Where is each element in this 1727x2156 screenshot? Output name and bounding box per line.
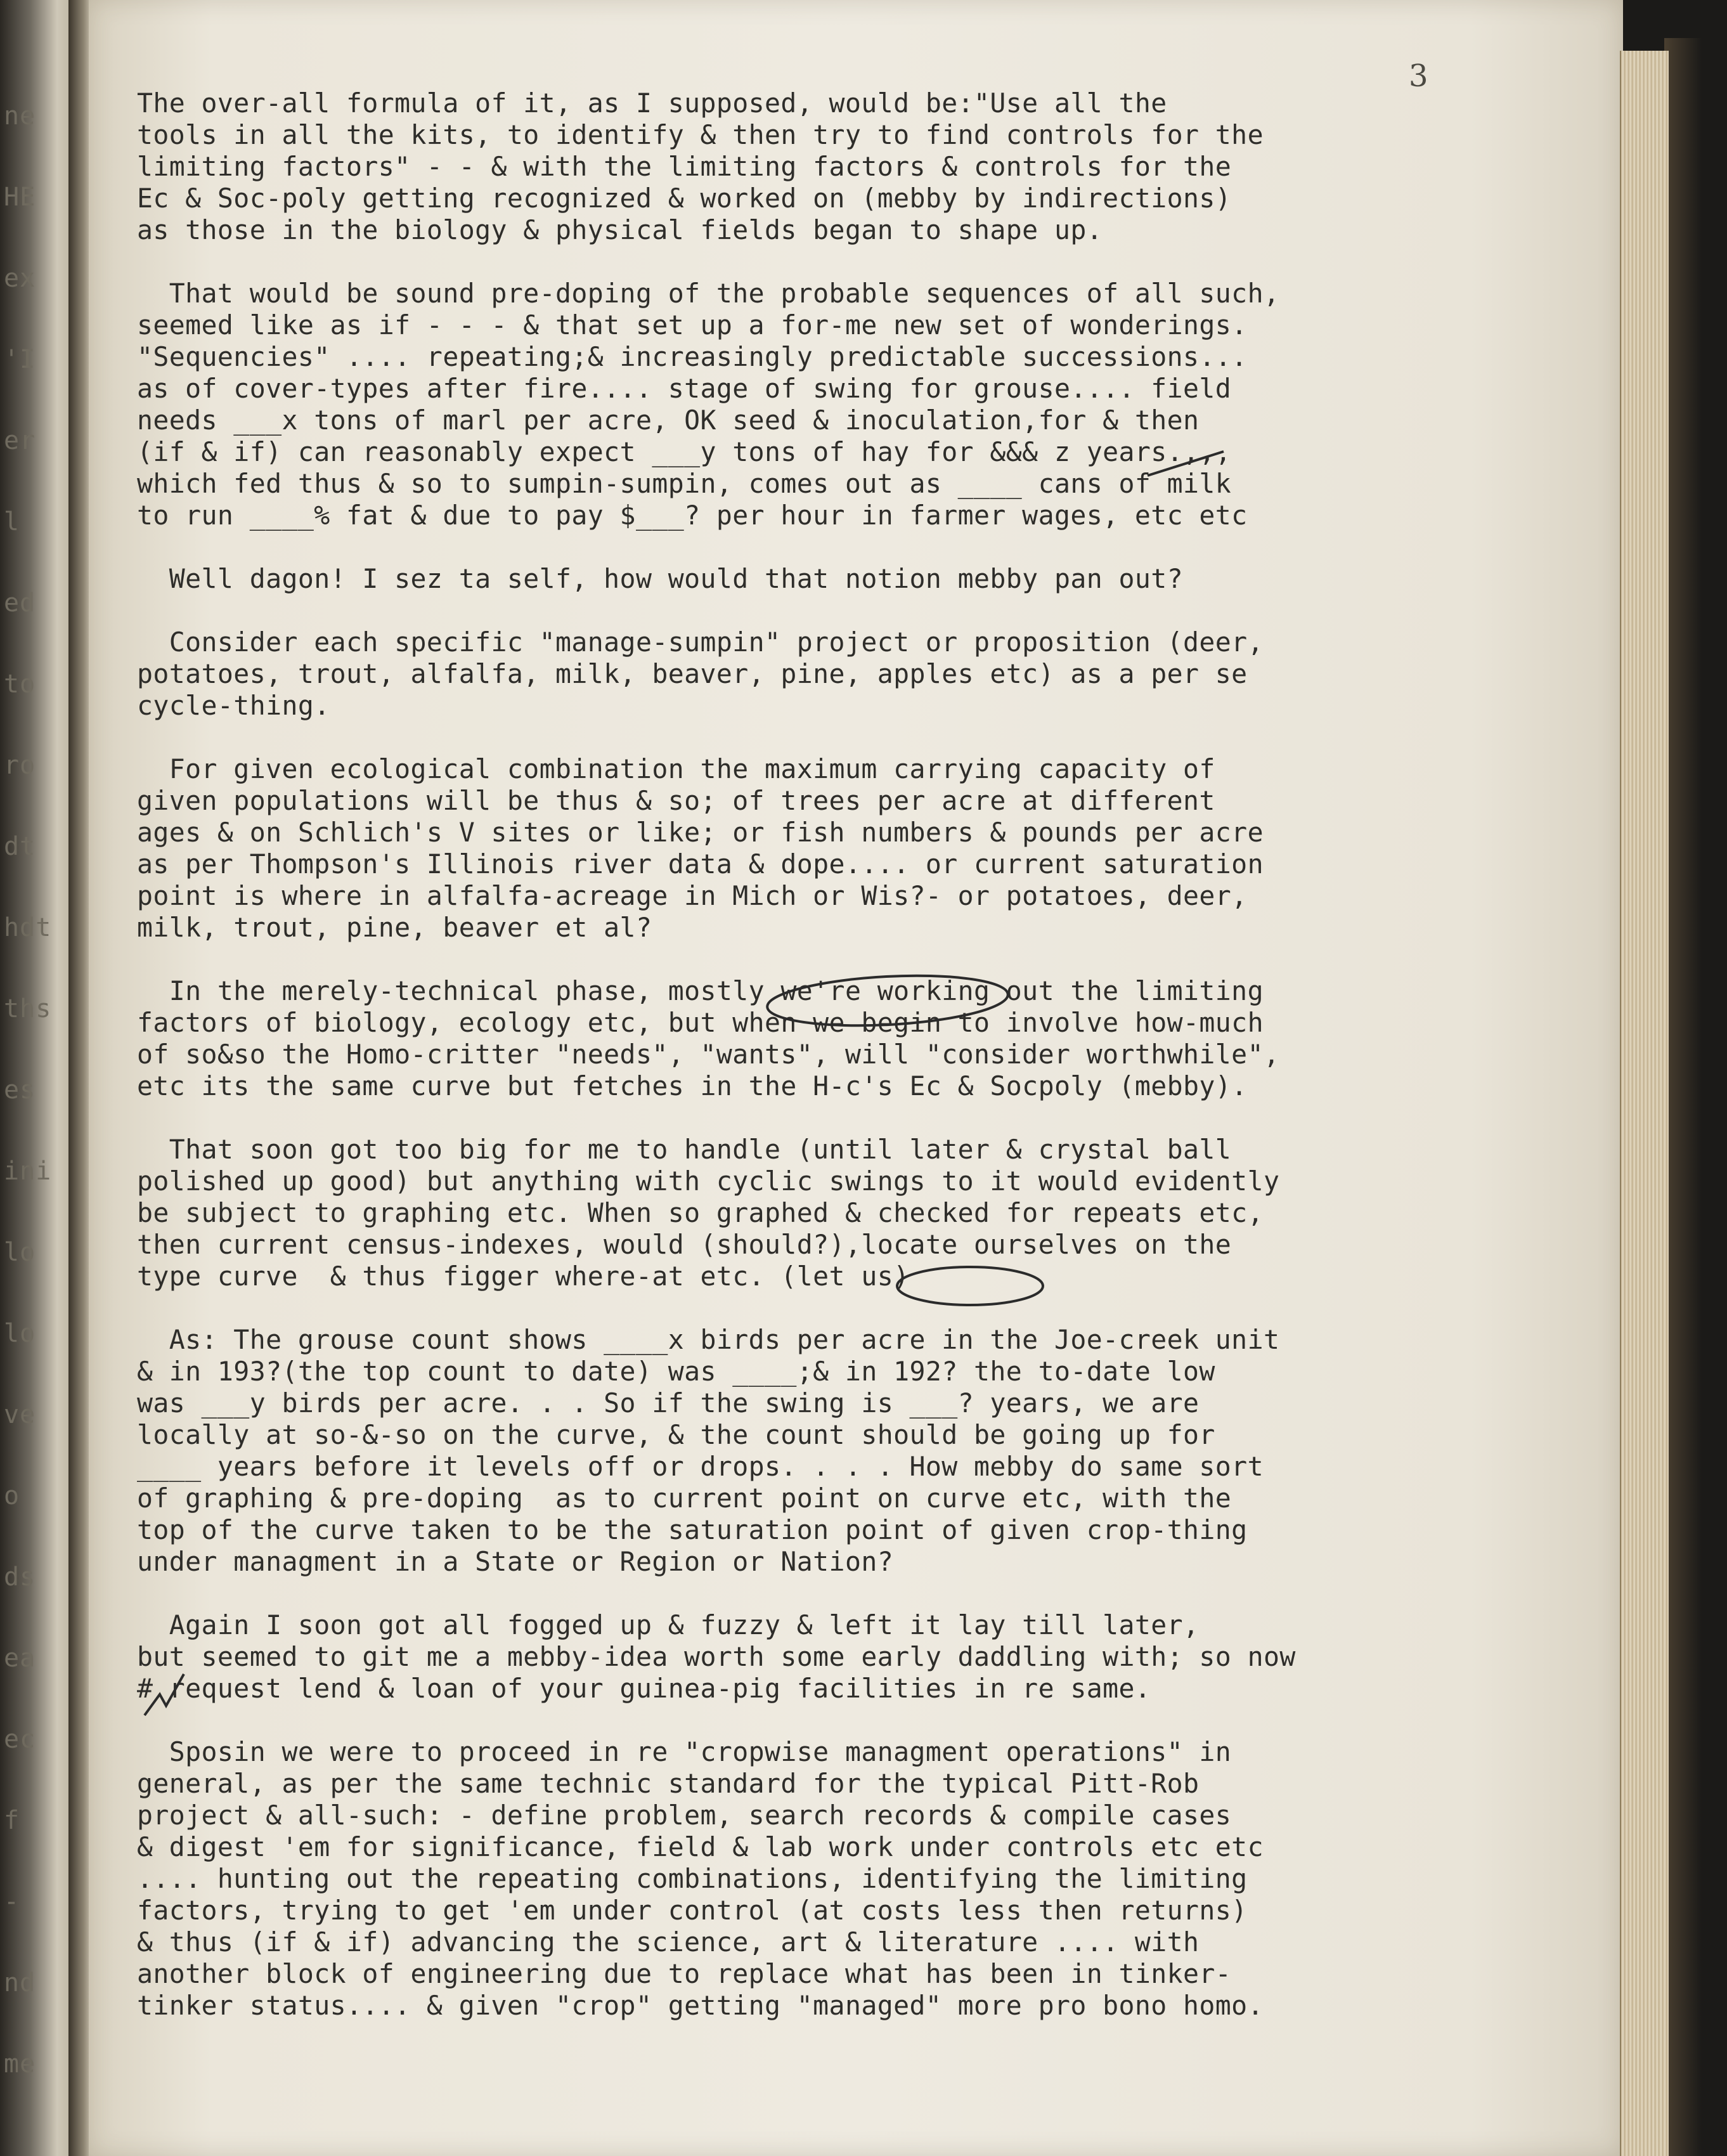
left-page-fragment: ds: [4, 1562, 36, 1592]
left-page-fragment: dt: [4, 832, 36, 861]
text-line: locally at so-&-so on the curve, & the count should be going up for: [137, 1419, 1215, 1450]
text-line: tinker status.... & given "crop" getting "managed" more pro bono homo.: [137, 1990, 1264, 2021]
text-line: & digest 'em for significance, field & lab work under controls etc etc: [137, 1831, 1264, 1862]
text-line: tools in all the kits, to identify & then try to find controls for the: [137, 119, 1264, 150]
left-page-fragment: -: [4, 1887, 20, 1916]
text-line: .... hunting out the repeating combinations, identifying the limiting: [137, 1863, 1248, 1894]
text-line: polished up good) but anything with cyclic swings to it would evidently: [137, 1166, 1280, 1197]
text-line: factors, trying to get 'em under control (at costs less then returns): [137, 1895, 1248, 1926]
text-line: project & all-such: - define problem, search records & compile cases: [137, 1800, 1232, 1831]
text-line: seemed like as if - - - & that set up a for-me new set of wonderings.: [137, 309, 1248, 341]
page-stack-edge: [1620, 51, 1669, 2156]
left-page-fragment: hdt: [4, 913, 52, 942]
text-line: type curve & thus figger where-at etc. (let us): [137, 1261, 910, 1292]
text-line: ____ years before it levels off or drops. . . . How mebby do same sort: [137, 1451, 1264, 1482]
text-line: In the merely-technical phase, mostly we're working out the limiting: [137, 975, 1264, 1006]
paragraph: [137, 753, 1601, 944]
text-line: milk, trout, pine, beaver et al?: [137, 912, 652, 943]
paragraph: [137, 975, 1601, 1102]
text-line: general, as per the same technic standard for the typical Pitt-Rob: [137, 1768, 1200, 1799]
text-line: under managment in a State or Region or Nation?: [137, 1546, 894, 1577]
text-line: point is where in alfalfa-acreage in Mich or Wis?- or potatoes, deer,: [137, 880, 1248, 911]
text-line: of graphing & pre-doping as to current point on curve etc, with the: [137, 1483, 1232, 1514]
text-line: another block of engineering due to replace what has been in tinker-: [137, 1958, 1232, 1989]
left-page-fragment: nd: [4, 1968, 36, 1997]
paragraph: [137, 278, 1601, 531]
text-line: # request lend & loan of your guinea-pig facilities in re same.: [137, 1673, 1151, 1704]
text-line: The over-all formula of it, as I supposed, would be:"Use all the: [137, 88, 1167, 119]
text-line: be subject to graphing etc. When so graphed & checked for repeats etc,: [137, 1197, 1264, 1228]
left-page-fragment: er: [4, 426, 36, 455]
text-line: & in 193?(the top count to date) was ____;& in 192? the to-date low: [137, 1356, 1215, 1387]
text-line: potatoes, trout, alfalfa, milk, beaver, pine, apples etc) as a per se: [137, 658, 1248, 689]
left-page-fragment: ex: [4, 264, 36, 293]
left-page-fragment: l: [4, 507, 20, 536]
text-line: Ec & Soc-poly getting recognized & worked on (mebby by indirections): [137, 183, 1232, 214]
text-line: That soon got too big for me to handle (until later & crystal ball: [137, 1134, 1232, 1165]
left-page-fragment: ed: [4, 588, 36, 618]
text-line: as per Thompson's Illinois river data & dope.... or current saturation: [137, 848, 1264, 880]
text-line: which fed thus & so to sumpin-sumpin, comes out as ____ cans of milk: [137, 468, 1232, 499]
text-line: Again I soon got all fogged up & fuzzy & left it lay till later,: [137, 1609, 1200, 1640]
left-page-fragment: 'I: [4, 345, 36, 374]
left-page-fragment: ro: [4, 751, 36, 780]
text-line: as those in the biology & physical fields began to shape up.: [137, 214, 1103, 245]
text-line: Sposin we were to proceed in re "cropwise managment operations" in: [137, 1736, 1232, 1767]
text-line: Well dagon! I sez ta self, how would that notion mebby pan out?: [137, 563, 1184, 594]
left-page-fragment: lo: [4, 1319, 36, 1348]
text-line: was ___y birds per acre. . . So if the swing is ___? years, we are: [137, 1387, 1200, 1419]
left-page-fragment: to: [4, 670, 36, 699]
paragraph: [137, 1134, 1601, 1292]
text-line: ages & on Schlich's V sites or like; or fish numbers & pounds per acre: [137, 817, 1264, 848]
left-page-fragment: ec: [4, 1725, 36, 1754]
text-line: but seemed to git me a mebby-idea worth some early daddling with; so now: [137, 1641, 1296, 1672]
page-number: 3: [1409, 58, 1428, 94]
text-line: Consider each specific "manage-sumpin" project or proposition (deer,: [137, 627, 1264, 658]
left-page-fragment: ini: [4, 1157, 52, 1186]
page-stack-shadow: [1664, 38, 1727, 2156]
left-page-fragment: me: [4, 2049, 36, 2079]
text-line: "Sequencies" .... repeating;& increasingly predictable successions...: [137, 341, 1248, 372]
left-page-fragment: f: [4, 1806, 20, 1835]
paragraph: [137, 563, 1601, 595]
text-line: of so&so the Homo-critter "needs", "wants", will "consider worthwhile",: [137, 1039, 1280, 1070]
left-page-fragment: ea: [4, 1644, 36, 1673]
text-line: That would be sound pre-doping of the probable sequences of all such,: [137, 278, 1280, 309]
text-line: (if & if) can reasonably expect ___y tons of hay for &&& z years.,,,: [137, 436, 1232, 467]
typed-text-body: [137, 88, 1601, 2053]
left-page-fragment: lo: [4, 1238, 36, 1267]
text-line: etc its the same curve but fetches in the H-c's Ec & Socpoly (mebby).: [137, 1070, 1248, 1101]
paragraph: [137, 1609, 1601, 1705]
left-page-fragment: ne: [4, 101, 36, 131]
text-line: & thus (if & if) advancing the science, art & literature .... with: [137, 1926, 1200, 1958]
text-line: factors of biology, ecology etc, but when we begin to involve how-much: [137, 1007, 1264, 1038]
paragraph: [137, 1736, 1601, 2022]
text-line: as of cover-types after fire.... stage of swing for grouse.... field: [137, 373, 1232, 404]
text-line: top of the curve taken to be the saturation point of given crop-thing: [137, 1514, 1248, 1545]
left-page-fragment: o: [4, 1481, 20, 1510]
text-line: needs ___x tons of marl per acre, OK seed & inoculation,for & then: [137, 405, 1200, 436]
text-line: cycle-thing.: [137, 690, 330, 721]
left-page-fragment: es: [4, 1075, 36, 1105]
paragraph: [137, 88, 1601, 246]
paragraph: [137, 627, 1601, 722]
paragraph: [137, 1324, 1601, 1578]
left-page-fragment: ve: [4, 1400, 36, 1429]
text-line: limiting factors" - - & with the limiting factors & controls for the: [137, 151, 1232, 182]
text-line: As: The grouse count shows ____x birds per acre in the Joe-creek unit: [137, 1324, 1280, 1355]
text-line: given populations will be thus & so; of trees per acre at different: [137, 785, 1215, 816]
text-line: to run ____% fat & due to pay $___? per hour in farmer wages, etc etc: [137, 500, 1248, 531]
left-facing-page-edge: [0, 0, 76, 2156]
text-line: then current census-indexes, would (should?),locate ourselves on the: [137, 1229, 1232, 1260]
text-line: For given ecological combination the maximum carrying capacity of: [137, 753, 1215, 784]
left-page-fragment: HE: [4, 183, 36, 212]
left-page-fragment: ths: [4, 994, 52, 1023]
